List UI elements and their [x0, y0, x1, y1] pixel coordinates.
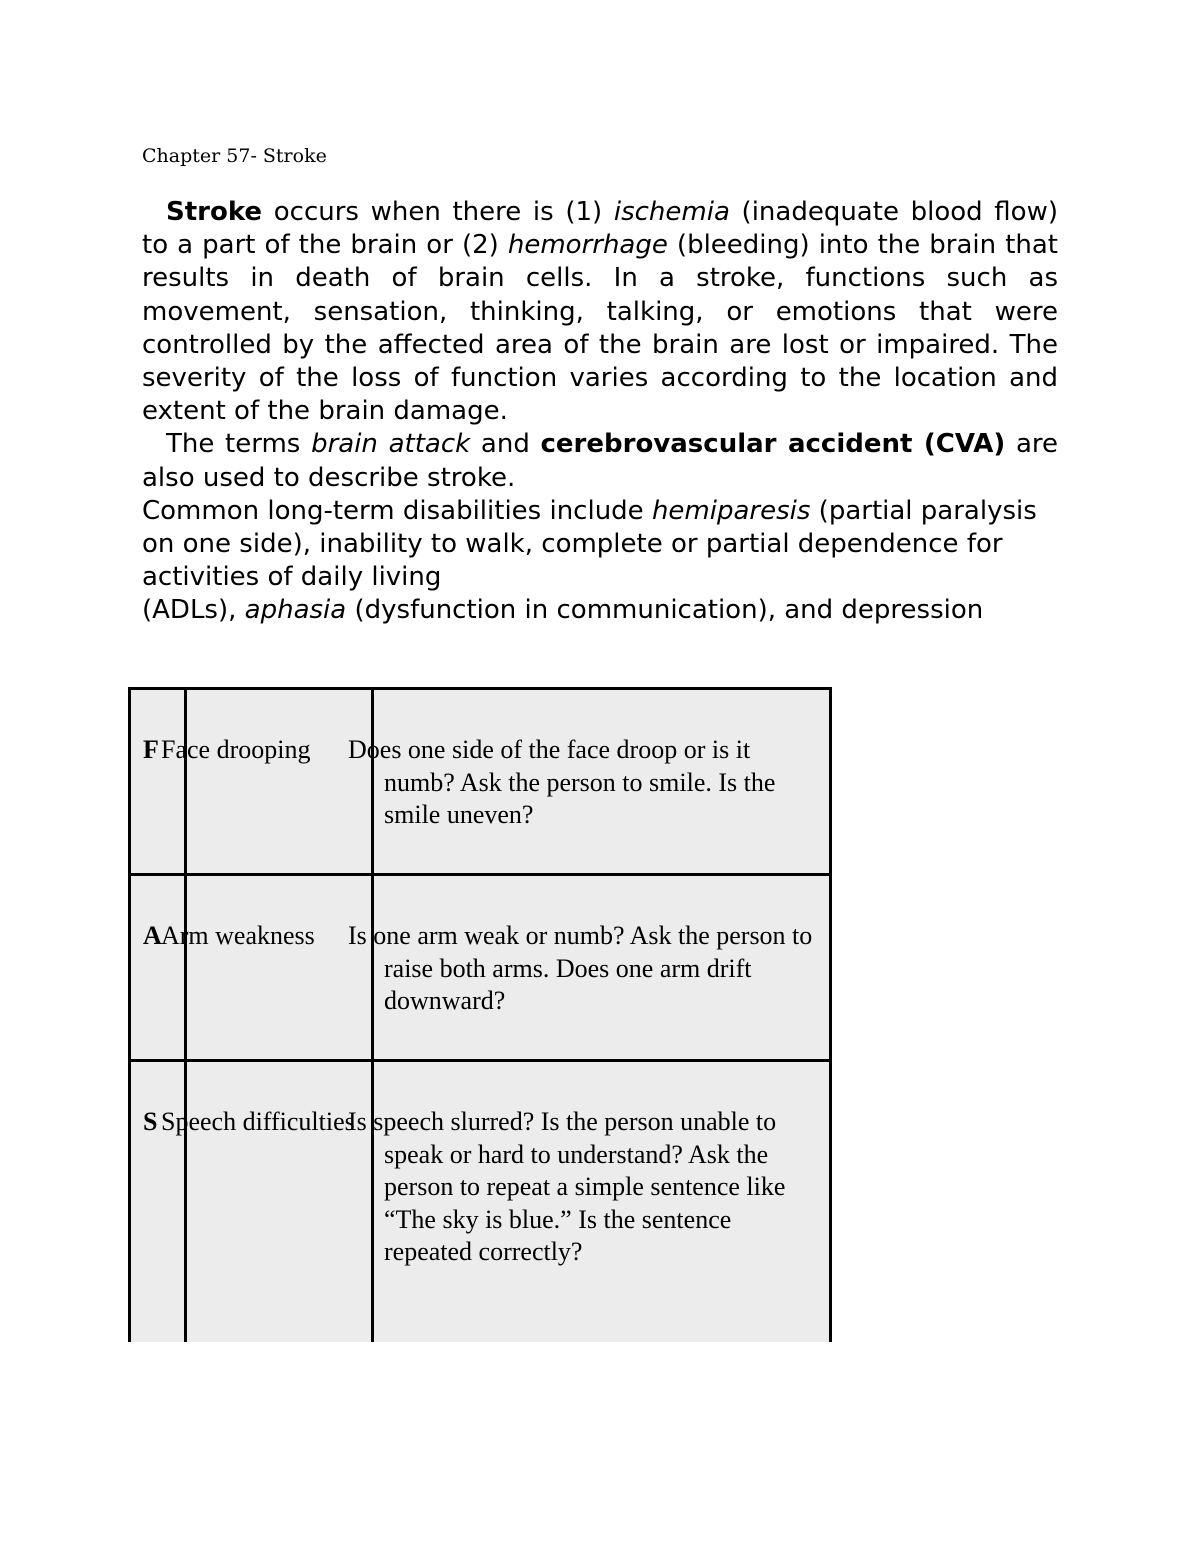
term-aphasia: aphasia [244, 595, 347, 626]
table-row [130, 875, 831, 1061]
fast-sign: Face drooping [186, 689, 373, 875]
term-brain-attack: brain attack [311, 429, 471, 460]
text-segment: and [470, 429, 541, 460]
table-row [130, 689, 831, 875]
text-segment: occurs when there is (1) [262, 197, 614, 227]
fast-sign: Speech difficulties [186, 1061, 373, 1343]
chapter-title: Chapter 57- Stroke [142, 145, 327, 167]
term-hemiparesis: hemiparesis [651, 495, 811, 526]
text-segment: The terms [166, 429, 312, 460]
disabilities-paragraph [142, 495, 1058, 628]
fast-letter: A [130, 875, 186, 1061]
text-segment: are also used to describe stroke. [142, 429, 1058, 493]
fast-description: Is speech slurred? Is the person unable to speak or hard to understand? Ask the person to repeat a simple sentence like “The sky is blue.” Is the sentence repeated correctly? [373, 1061, 831, 1343]
text-segment: (dysfunction in communication), and depression [346, 595, 984, 626]
stroke-definition-paragraph [142, 196, 1058, 428]
fast-letter: S [130, 1061, 186, 1343]
fast-letter: F [130, 689, 186, 875]
fast-description: Does one side of the face droop or is it numb? Ask the person to smile. Is the smile uneven? [373, 689, 831, 875]
text-segment: (inadequate blood flow) to a part of the brain or (2) [142, 197, 1058, 261]
table-row [130, 1061, 831, 1343]
fast-description: Is one arm weak or numb? Ask the person to raise both arms. Does one arm drift downward? [373, 875, 831, 1061]
fast-sign: Arm weakness [186, 875, 373, 1061]
text-segment: (partial paralysis on one side), inability to walk, complete or partial dependence for activities of daily living [142, 495, 1037, 593]
term-stroke: Stroke [166, 197, 263, 227]
term-hemorrhage: hemorrhage [507, 230, 668, 261]
text-segment: (bleeding) into the brain that results in death of brain cells. In a stroke, functions such as movement, sensation, thinking, talking, or emotions that were controlled by the affected area of the brain are lost or impaired. The severity of the loss of function varies according to the location and extent of the brain damage. [142, 230, 1058, 427]
fast-table [128, 687, 832, 1342]
text-segment: (ADLs), [142, 595, 245, 626]
body-text [142, 196, 1058, 628]
term-cva: cerebrovascular accident (CVA) [540, 429, 1006, 460]
stroke-terms-paragraph [142, 428, 1058, 494]
text-segment: Common long-term disabilities include [142, 495, 652, 526]
term-ischemia: ischemia [613, 197, 730, 227]
